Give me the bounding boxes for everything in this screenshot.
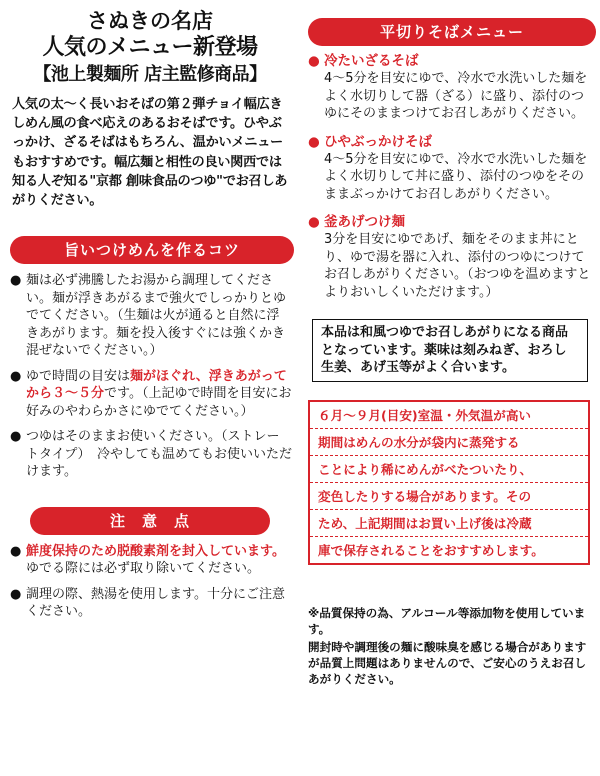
storage-line: 庫で保存されることをおすすめします。 xyxy=(318,542,544,558)
tips-list xyxy=(10,272,292,481)
header-line-3: 【池上製麺所 店主監修商品】 xyxy=(33,64,267,85)
caution-highlight: 鮮度保持のため脱酸素剤を封入しています。 xyxy=(26,543,285,559)
footnote: ※品質保持の為、アルコール等添加物を使用しています。 xyxy=(308,605,586,636)
bullet-icon: ● xyxy=(308,133,320,150)
left-column xyxy=(0,0,300,621)
caution-text: 調理の際、熱湯を使用します。十分にご注意ください。 xyxy=(26,586,285,620)
tip-text: つゆはそのままお使いください。（ストレートタイプ） 冷やしても温めてもお使いいただけます。 xyxy=(26,429,292,480)
tip-item xyxy=(10,368,292,421)
tip-text: です。（上記ゆで時間を目安にお好みのやわらかさにゆでてください。） xyxy=(26,386,292,419)
menu-item-name xyxy=(308,213,592,231)
bullet-icon: ● xyxy=(10,273,22,289)
tip-item xyxy=(10,272,292,360)
storage-line: ６月～９月(目安)室温・外気温が高い xyxy=(310,402,588,429)
menu-item-body: 4～5分を目安にゆで、冷水で水洗いした麺をよく水切りして器（ざる）に盛り、添付のつゆにそのままつけてお召しあがりください。 xyxy=(324,71,588,121)
menu-item-label: ひやぶっかけそば xyxy=(324,133,432,150)
bullet-icon: ● xyxy=(10,586,22,602)
pairing-box: 本品は和風つゆでお召しあがりになる商品となっています。薬味は刻みねぎ、おろし生姜、あげ玉等がよく合います。 xyxy=(312,319,588,382)
bullet-icon: ● xyxy=(308,53,320,69)
tip-text: 麺は必ず沸騰したお湯から調理してください。麺が浮きあがるまで強火でしっかりとゆでてください。（生麺は火が通ると自然に浮きあがります。麺を投入後すぐには強くかき混ぜないでください。） xyxy=(26,273,287,359)
tip-text: ゆで時間の目安は xyxy=(26,368,131,384)
menu-item-label: 釜あげつけ麺 xyxy=(324,214,405,230)
menu-item-body: 4～5分を目安にゆで、冷水で水洗いした麺をよく水切りして丼に盛り、添付のつゆをそのままぶっかけてお召しあがりください。 xyxy=(324,151,588,202)
menu-item-name xyxy=(308,133,592,151)
footnotes xyxy=(308,605,592,687)
intro-text: 人気の太～く長いおそばの第２弾チョイ幅広きしめん風の食べ応えのあるおそばです。ひやぶっかけ、ざるそばはもちろん、温かいメニューもおすすめです。幅広麺と相性の良い関西では知る人ぞ知る"京都 創味食品のつゆ"でお召しあがりください。 xyxy=(12,97,288,209)
menu-heading: 平切りそばメニュー xyxy=(308,18,596,46)
bullet-icon: ● xyxy=(10,429,22,445)
menu-item-name xyxy=(308,52,592,70)
header-line-2: 人気のメニュー新登場 xyxy=(42,35,258,60)
storage-notice-box xyxy=(308,400,590,565)
menu-item-label: 冷たいざるそば xyxy=(324,53,419,69)
caution-text: ゆでる際には必ず取り除いてください。 xyxy=(26,561,261,577)
caution-item xyxy=(10,543,292,578)
caution-list xyxy=(10,543,292,621)
menu-item-body: 3分を目安にゆであげ、麺をそのまま丼にとり、ゆで湯を器に入れ、添付のつゆにつけてお召しあがりください。（おつゆを温めますとよりおいしくいただけます。） xyxy=(324,232,591,300)
footnote: 開封時や調理後の麺に酸味臭を感じる場合がありますが品質上問題はありませんので、ご安心のうえお召しあがりください。 xyxy=(308,639,587,686)
bullet-icon: ● xyxy=(10,368,22,384)
bullet-icon: ● xyxy=(10,543,22,559)
menu-list xyxy=(308,52,592,301)
bullet-icon: ● xyxy=(308,214,320,230)
menu-item xyxy=(308,52,592,123)
tip-item xyxy=(10,428,292,481)
right-column xyxy=(304,0,596,687)
menu-item xyxy=(308,133,592,204)
tip-highlight: 麺がほぐれ、浮きあがってから３～５分 xyxy=(26,368,287,402)
storage-line: 期間はめんの水分が袋内に蒸発する xyxy=(310,429,588,456)
menu-item xyxy=(308,213,592,301)
caution-item xyxy=(10,586,292,621)
storage-line: 変色したりする場合があります。その xyxy=(310,483,588,510)
tips-heading: 旨いつけめんを作るコツ xyxy=(10,236,294,264)
storage-line: ため、上記期間はお買い上げ後は冷蔵 xyxy=(310,510,588,537)
caution-heading: 注 意 点 xyxy=(30,507,270,535)
header-line-1: さぬきの名店 xyxy=(87,9,213,33)
storage-line: ことにより稀にめんがべたついたり、 xyxy=(310,456,588,483)
